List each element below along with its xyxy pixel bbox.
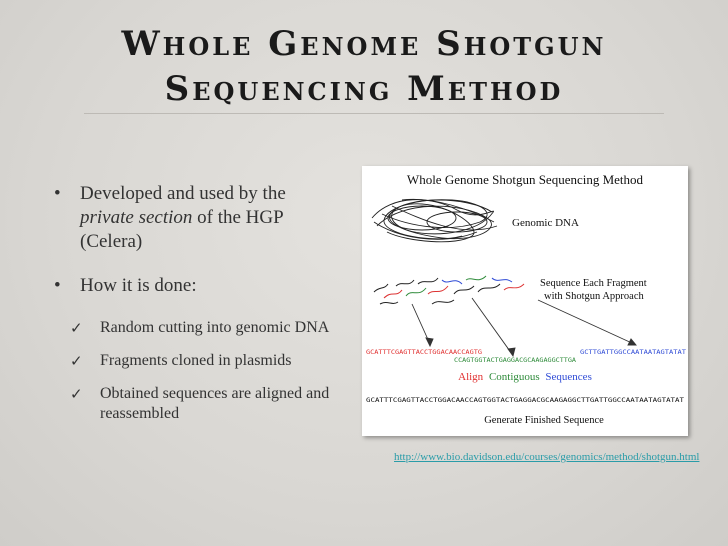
title-divider [84,113,664,114]
bullet-dot: • [54,183,61,204]
align-word-2: Contiguous [488,371,540,383]
bullet-text-suffix: of the HGP (Celera) [80,207,283,252]
slide-title [40,22,688,112]
source-link[interactable]: http://www.bio.davidson.edu/courses/genomics/method/shotgun.html [394,451,700,463]
diagram-heading: Whole Genome Shotgun Sequencing Method [406,172,644,187]
diagram-svg [362,166,688,436]
checkmark-icon: ✓ [70,352,83,370]
sub-bullet-text: Fragments cloned in plasmids [100,352,292,369]
arrowhead-icon [426,338,433,346]
sequence-blue: GCTTGATTGGCCAATAATAGTATAT [580,348,687,356]
bullet-how [40,274,340,298]
sub-bullet-text: Obtained sequences are aligned and reassembled [100,385,330,422]
bullet-developed [40,182,340,254]
sub-bullet-text: Random cutting into genomic DNA [100,319,330,336]
title-line-2: Sequencing Method [164,69,564,109]
bullet-text: How it is done: [80,275,197,296]
checkmark-icon: ✓ [70,319,83,337]
bullet-list [40,182,340,437]
arrowhead-icon [628,339,636,345]
shotgun-diagram [362,166,688,436]
label-sequence-line1: Sequence Each Fragment [540,278,647,289]
bullet-dot: • [54,275,61,296]
sequence-full: GCATTTCGAGTTACCTGGACAACCAGTGGTACTGAGGACGCAAGAGGCTTGATTGGCCAATAATAGTATAT [366,396,685,404]
arrow-green [472,298,512,354]
checkmark-icon: ✓ [70,385,83,403]
title-line-1: Whole Genome Shotgun [121,24,607,64]
arrowhead-icon [508,348,515,356]
align-word-1: Align [458,371,484,383]
align-word-3: Sequences [545,371,592,383]
bullet-text-prefix: Developed and used by the [80,183,286,204]
label-align [458,371,592,383]
sub-bullet-cloned [40,351,340,371]
label-final: Generate Finished Sequence [484,415,604,426]
sub-bullet-cutting [40,318,340,338]
label-sequence-line2: with Shotgun Approach [544,291,644,302]
label-genomic-dna: Genomic DNA [512,217,579,229]
dna-fragments [374,276,524,304]
sequence-green: CCAGTGGTACTGAGGACGCAAGAGGCTTGA [454,356,577,364]
sub-bullet-aligned [40,384,340,424]
arrow-blue [538,300,634,344]
sequence-red: GCATTTCGAGTTACCTGGACAACCAGTG [366,348,483,356]
bullet-text-italic: private section [80,207,193,228]
genomic-dna-tangle [372,199,497,241]
